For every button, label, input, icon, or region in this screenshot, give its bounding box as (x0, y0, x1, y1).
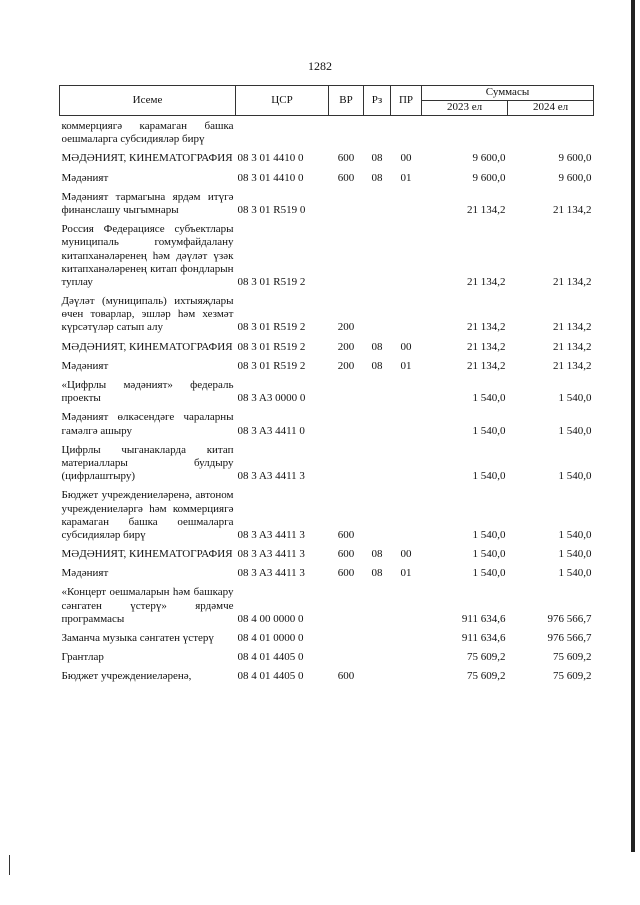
row-name: МӘДӘНИЯТ, КИНЕМАТОГРАФИЯ (61, 340, 233, 353)
row-vr-code (329, 647, 364, 666)
row-rz-code: 08 (371, 548, 383, 561)
row-sum-2023: 21 134,2 (467, 275, 506, 288)
row-vr-code: 600 (337, 548, 355, 561)
table-row (60, 375, 594, 407)
row-rz-code: 08 (371, 152, 383, 165)
header-sums: Суммасы (422, 86, 594, 101)
row-pr-code (391, 187, 422, 219)
row-vr-code (329, 407, 364, 439)
row-sum-2023: 1 540,0 (472, 392, 506, 405)
scan-margin-mark (9, 855, 10, 875)
row-pr-code: 00 (400, 548, 412, 561)
row-csr-code: 08 3 01 R519 2 (237, 359, 306, 372)
row-vr-code (329, 375, 364, 407)
row-vr-code: 600 (337, 670, 355, 683)
table-row (60, 356, 594, 375)
table-row (60, 666, 594, 685)
table-row (60, 148, 594, 167)
row-rz-code (364, 582, 391, 628)
table-row (60, 440, 594, 486)
row-pr-code (391, 666, 422, 685)
row-csr-code: 08 3 A3 4411 3 (237, 567, 305, 580)
row-rz-code: 08 (371, 171, 383, 184)
header-pr: ПР (391, 86, 422, 116)
row-name: Мәдәният (61, 171, 109, 184)
table-row (60, 187, 594, 219)
row-sum-2023: 1 540,0 (472, 424, 506, 437)
row-sum-2023: 75 609,2 (467, 651, 506, 664)
row-vr-code: 600 (337, 528, 355, 541)
row-pr-code (391, 485, 422, 544)
table-row (60, 219, 594, 291)
row-csr-code: 08 3 A3 4411 3 (237, 548, 305, 561)
budget-table (59, 85, 594, 686)
row-csr-code: 08 3 01 R519 0 (237, 203, 306, 216)
row-sum-2024: 1 540,0 (558, 470, 592, 483)
row-csr-code: 08 3 A3 4411 3 (237, 528, 305, 541)
row-pr-code: 01 (400, 171, 412, 184)
row-csr-code: 08 3 01 R519 2 (237, 340, 306, 353)
row-name: «Цифрлы мәдәният» федераль проекты (61, 379, 234, 405)
row-vr-code (329, 582, 364, 628)
row-csr-code: 08 3 A3 0000 0 (237, 392, 306, 405)
row-rz-code (364, 628, 391, 647)
table-row (60, 563, 594, 582)
row-pr-code (391, 582, 422, 628)
row-name: Бюджет учреждениеләренә, автоном учреждениеләргә һәм коммерциягә карамаган башка оешмаларга субсидияләр бирү (61, 489, 234, 541)
row-sum-2023: 21 134,2 (467, 321, 506, 334)
header-name: Исеме (60, 86, 236, 116)
row-sum-2024 (508, 116, 594, 149)
row-sum-2023: 1 540,0 (472, 548, 506, 561)
row-vr-code (329, 187, 364, 219)
row-name: Цифрлы чыганакларда китап материаллары булдыру (цифрлаштыру) (61, 443, 234, 483)
row-sum-2024: 75 609,2 (553, 651, 592, 664)
table-row (60, 647, 594, 666)
row-sum-2024: 1 540,0 (558, 424, 592, 437)
row-sum-2023: 1 540,0 (472, 470, 506, 483)
row-rz-code (364, 407, 391, 439)
table-row (60, 485, 594, 544)
row-sum-2023: 911 634,6 (461, 612, 506, 625)
table-row (60, 168, 594, 187)
row-name: МӘДӘНИЯТ, КИНЕМАТОГРАФИЯ (61, 152, 233, 165)
header-csr: ЦСР (236, 86, 329, 116)
row-vr-code: 200 (337, 321, 355, 334)
row-sum-2024: 21 134,2 (553, 203, 592, 216)
row-pr-code (391, 628, 422, 647)
row-rz-code (364, 375, 391, 407)
scan-edge-mark (631, 0, 635, 852)
row-sum-2024: 976 566,7 (547, 632, 592, 644)
row-rz-code (364, 219, 391, 291)
table-row (60, 628, 594, 647)
table-row (60, 582, 594, 628)
row-vr-code (329, 628, 364, 647)
row-sum-2023: 1 540,0 (472, 528, 506, 541)
row-sum-2023: 21 134,2 (467, 359, 506, 372)
row-sum-2024: 75 609,2 (553, 670, 592, 683)
row-pr-code (391, 291, 422, 337)
row-sum-2024: 976 566,7 (547, 612, 592, 625)
row-sum-2023: 1 540,0 (472, 567, 506, 580)
header-vr: ВР (329, 86, 364, 116)
row-name: Дәүләт (муниципаль) ихтыяҗлары өчен товарлар, эшләр һәм хезмәт күрсәтүләр сатып алу (61, 295, 234, 334)
row-pr-code (391, 407, 422, 439)
row-sum-2024: 1 540,0 (558, 528, 592, 541)
row-sum-2024: 21 134,2 (553, 359, 592, 372)
row-name: Мәдәният тармагына ярдәм итүгә финанслашу чыгымнары (61, 190, 234, 216)
row-rz-code (364, 485, 391, 544)
row-rz-code (364, 666, 391, 685)
row-vr-code: 200 (337, 340, 355, 353)
row-csr-code (236, 116, 329, 149)
row-sum-2024: 21 134,2 (553, 275, 592, 288)
table-row (60, 291, 594, 337)
row-rz-code (364, 647, 391, 666)
row-sum-2023: 21 134,2 (467, 203, 506, 216)
row-rz-code (364, 440, 391, 486)
row-pr-code (391, 116, 422, 149)
row-name: Мәдәният өлкәсендәге чараларны гамәлгә ашыру (61, 411, 234, 437)
row-csr-code: 08 3 01 4410 0 (237, 171, 304, 184)
row-vr-code (329, 219, 364, 291)
row-csr-code: 08 4 01 0000 0 (237, 632, 304, 644)
row-csr-code: 08 4 00 0000 0 (237, 612, 304, 625)
row-name: Бюджет учреждениеләренә, (61, 670, 192, 683)
row-pr-code (391, 219, 422, 291)
table-row (60, 116, 594, 149)
row-sum-2024: 9 600,0 (558, 152, 592, 165)
row-vr-code: 600 (337, 152, 355, 165)
table-row (60, 544, 594, 563)
row-csr-code: 08 3 A3 4411 0 (237, 424, 305, 437)
row-pr-code: 01 (400, 567, 412, 580)
row-rz-code: 08 (371, 567, 383, 580)
row-csr-code: 08 4 01 4405 0 (237, 670, 304, 683)
table-body (60, 116, 594, 686)
row-csr-code: 08 3 A3 4411 3 (237, 470, 305, 483)
row-name: «Концерт оешмаларын һәм башкару сәнгатен үстерү» ярдәмче программасы (61, 586, 234, 625)
header-rz: Рз (364, 86, 391, 116)
table-row (60, 407, 594, 439)
row-name: коммерциягә карамаган башка оешмаларга субсидияләр бирү (61, 120, 234, 146)
row-rz-code: 08 (371, 359, 383, 372)
row-sum-2023: 9 600,0 (472, 171, 506, 184)
row-vr-code (329, 116, 364, 149)
page-number: 1282 (308, 59, 332, 73)
row-pr-code: 00 (400, 152, 412, 165)
row-pr-code (391, 647, 422, 666)
row-sum-2023: 75 609,2 (467, 670, 506, 683)
row-sum-2023 (422, 116, 508, 149)
row-csr-code: 08 3 01 4410 0 (237, 152, 304, 165)
row-sum-2024: 21 134,2 (553, 340, 592, 353)
table-header (60, 86, 594, 116)
row-sum-2024: 1 540,0 (558, 567, 592, 580)
row-pr-code (391, 375, 422, 407)
row-name: Грантлар (61, 651, 104, 664)
row-pr-code (391, 440, 422, 486)
header-year-2024: 2024 ел (508, 101, 594, 116)
header-year-2023: 2023 ел (422, 101, 508, 116)
row-pr-code: 01 (400, 359, 412, 372)
table-row (60, 337, 594, 356)
row-sum-2024: 21 134,2 (553, 321, 592, 334)
row-sum-2024: 9 600,0 (558, 171, 592, 184)
row-vr-code: 600 (337, 567, 355, 580)
row-rz-code (364, 187, 391, 219)
row-name: Мәдәният (61, 567, 109, 580)
row-rz-code: 08 (371, 340, 383, 353)
row-sum-2024: 1 540,0 (558, 392, 592, 405)
row-vr-code: 200 (337, 359, 355, 372)
row-name: Россия Федерациясе субъектлары муниципаль гомумфайдалану китапханәләренең һәм дәүләт үзәк китапханәләренең китап фондларын туплау (61, 223, 234, 288)
row-sum-2023: 911 634,6 (461, 632, 506, 644)
row-sum-2024: 1 540,0 (558, 548, 592, 561)
row-csr-code: 08 3 01 R519 2 (237, 275, 306, 288)
row-rz-code (364, 291, 391, 337)
row-name: МӘДӘНИЯТ, КИНЕМАТОГРАФИЯ (61, 548, 233, 561)
row-rz-code (364, 116, 391, 149)
row-csr-code: 08 4 01 4405 0 (237, 651, 304, 664)
row-vr-code (329, 440, 364, 486)
row-name: Заманча музыка сәнгатен үстерү (61, 632, 214, 644)
row-name: Мәдәният (61, 359, 109, 372)
row-sum-2023: 9 600,0 (472, 152, 506, 165)
row-csr-code: 08 3 01 R519 2 (237, 321, 306, 334)
row-sum-2023: 21 134,2 (467, 340, 506, 353)
row-pr-code: 00 (400, 340, 412, 353)
row-vr-code: 600 (337, 171, 355, 184)
